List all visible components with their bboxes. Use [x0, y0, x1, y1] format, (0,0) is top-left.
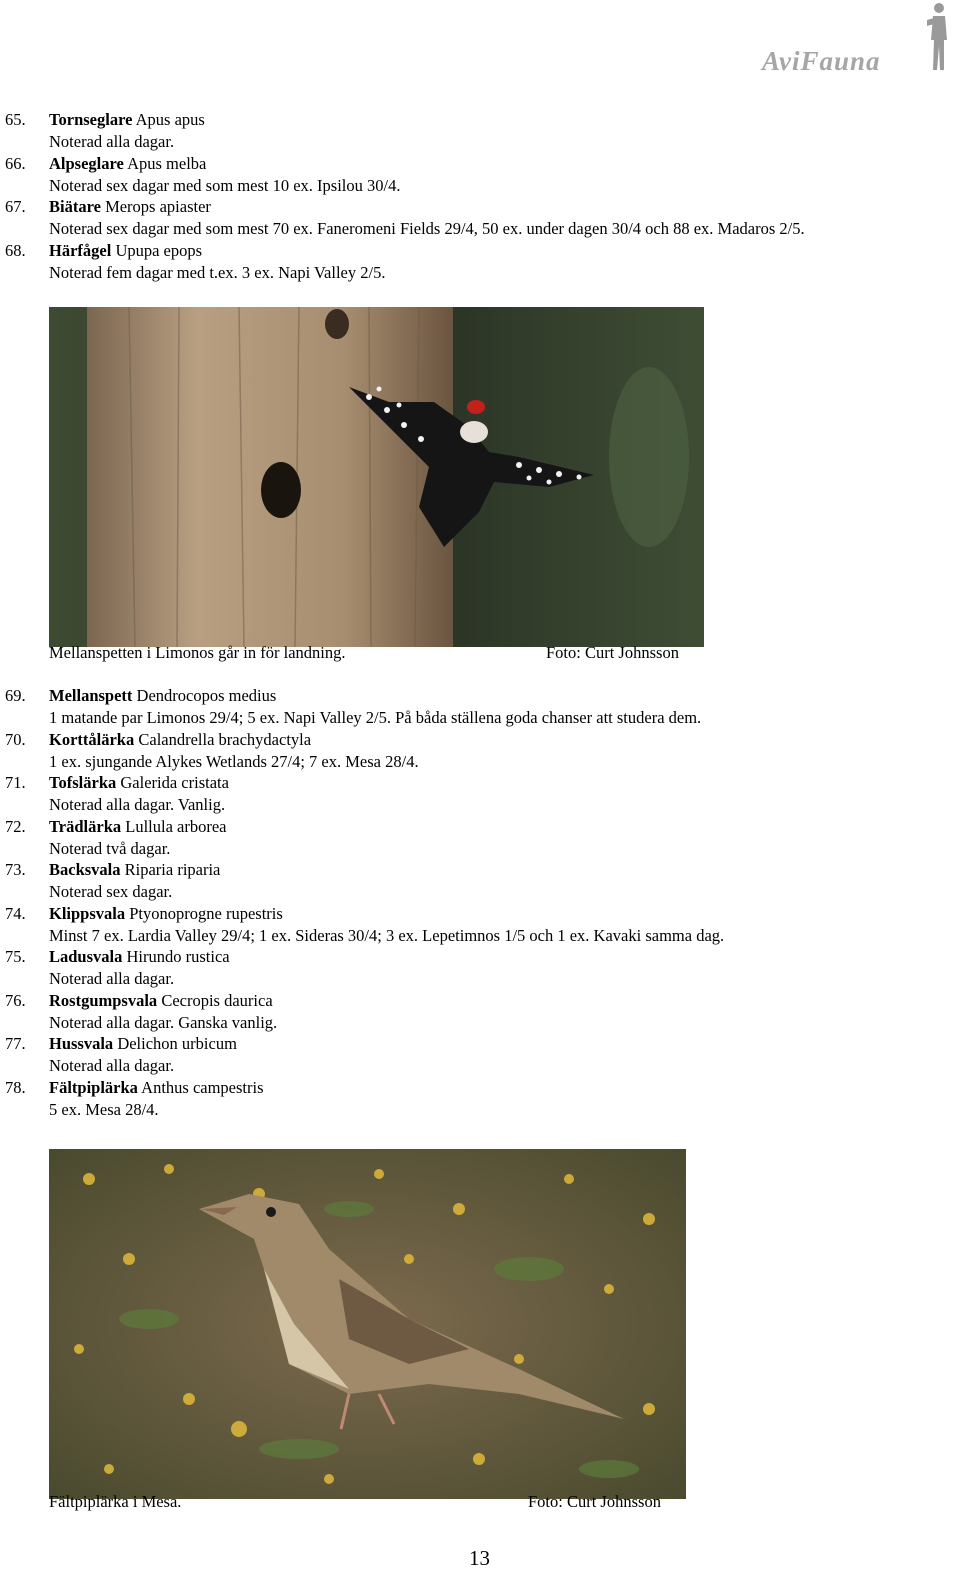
entry-number: 73. — [5, 860, 26, 879]
entry-number: 75. — [5, 947, 26, 966]
swedish-name: Backsvala — [49, 860, 121, 879]
latin-name: Merops apiaster — [105, 197, 211, 216]
entry-note: 1 ex. sjungande Alykes Wetlands 27/4; 7 ex. Mesa 28/4. — [49, 751, 419, 771]
entry-note: Noterad alla dagar. — [49, 1055, 175, 1075]
entry-number: 72. — [5, 817, 26, 836]
swedish-name: Härfågel — [49, 241, 112, 260]
entry-number: 65. — [5, 110, 26, 129]
latin-name: Delichon urbicum — [117, 1034, 237, 1053]
entry-note: 1 matande par Limonos 29/4; 5 ex. Napi Valley 2/5. På båda ställena goda chanser att studera dem. — [49, 707, 702, 727]
entry-number: 67. — [5, 197, 26, 216]
entry-number: 77. — [5, 1034, 26, 1053]
entry-note: Noterad sex dagar med som mest 70 ex. Faneromeni Fields 29/4, 50 ex. under dagen 30/4 och 88 ex. Madaros 2/5. — [49, 218, 805, 238]
swedish-name: Mellanspett — [49, 686, 133, 705]
entry-note: Noterad alla dagar. Vanlig. — [49, 794, 226, 814]
swedish-name: Tornseglare — [49, 110, 133, 129]
entry-number: 70. — [5, 730, 26, 749]
entry-number: 68. — [5, 241, 26, 260]
entry-note: Noterad sex dagar. — [49, 881, 173, 901]
swedish-name: Rostgumpsvala — [49, 991, 158, 1010]
swedish-name: Hussvala — [49, 1034, 114, 1053]
entry-number: 66. — [5, 154, 26, 173]
latin-name: Hirundo rustica — [126, 947, 230, 966]
pipit-photo — [49, 1149, 686, 1499]
swedish-name: Korttålärka — [49, 730, 135, 749]
entry-note: Noterad alla dagar. — [49, 968, 175, 988]
latin-name: Ptyonoprogne rupestris — [129, 904, 283, 923]
latin-name: Dendrocopos medius — [136, 686, 277, 705]
swedish-name: Biätare — [49, 197, 101, 216]
swedish-name: Fältpiplärka — [49, 1078, 138, 1097]
photo-caption: Fältpiplärka i Mesa. — [49, 1492, 182, 1511]
latin-name: Anthus campestris — [141, 1078, 264, 1097]
swedish-name: Ladusvala — [49, 947, 123, 966]
entry-note: Minst 7 ex. Lardia Valley 29/4; 1 ex. Sideras 30/4; 3 ex. Lepetimnos 1/5 och 1 ex. Kavaki samma dag. — [49, 925, 725, 945]
logo-text: AviFauna — [762, 46, 881, 76]
avifauna-logo — [762, 0, 952, 78]
photo-caption: Mellanspetten i Limonos går in för landning. — [49, 643, 346, 662]
page-number: 13 — [469, 1546, 490, 1570]
entry-number: 74. — [5, 904, 26, 923]
birdwatcher-icon — [922, 0, 952, 74]
latin-name: Calandrella brachydactyla — [138, 730, 312, 749]
photo-credit: Foto: Curt Johnsson — [546, 643, 679, 662]
swedish-name: Klippsvala — [49, 904, 126, 923]
latin-name: Upupa epops — [115, 241, 203, 260]
entry-note: Noterad två dagar. — [49, 838, 171, 858]
entry-note: Noterad alla dagar. Ganska vanlig. — [49, 1012, 278, 1032]
latin-name: Galerida cristata — [120, 773, 229, 792]
entry-note: Noterad sex dagar med som mest 10 ex. Ipsilou 30/4. — [49, 175, 401, 195]
latin-name: Apus apus — [135, 110, 205, 129]
entry-note: 5 ex. Mesa 28/4. — [49, 1099, 159, 1119]
woodpecker-photo — [49, 307, 704, 647]
entry-number: 78. — [5, 1078, 26, 1097]
latin-name: Lullula arborea — [125, 817, 227, 836]
entry-number: 71. — [5, 773, 26, 792]
photo-credit: Foto: Curt Johnsson — [528, 1492, 661, 1511]
entry-note: Noterad alla dagar. — [49, 131, 175, 151]
swedish-name: Alpseglare — [49, 154, 124, 173]
swedish-name: Trädlärka — [49, 817, 122, 836]
swedish-name: Tofslärka — [49, 773, 117, 792]
latin-name: Riparia riparia — [124, 860, 221, 879]
latin-name: Cecropis daurica — [161, 991, 273, 1010]
entry-number: 69. — [5, 686, 26, 705]
latin-name: Apus melba — [127, 154, 207, 173]
entry-note: Noterad fem dagar med t.ex. 3 ex. Napi Valley 2/5. — [49, 262, 386, 282]
entry-number: 76. — [5, 991, 26, 1010]
